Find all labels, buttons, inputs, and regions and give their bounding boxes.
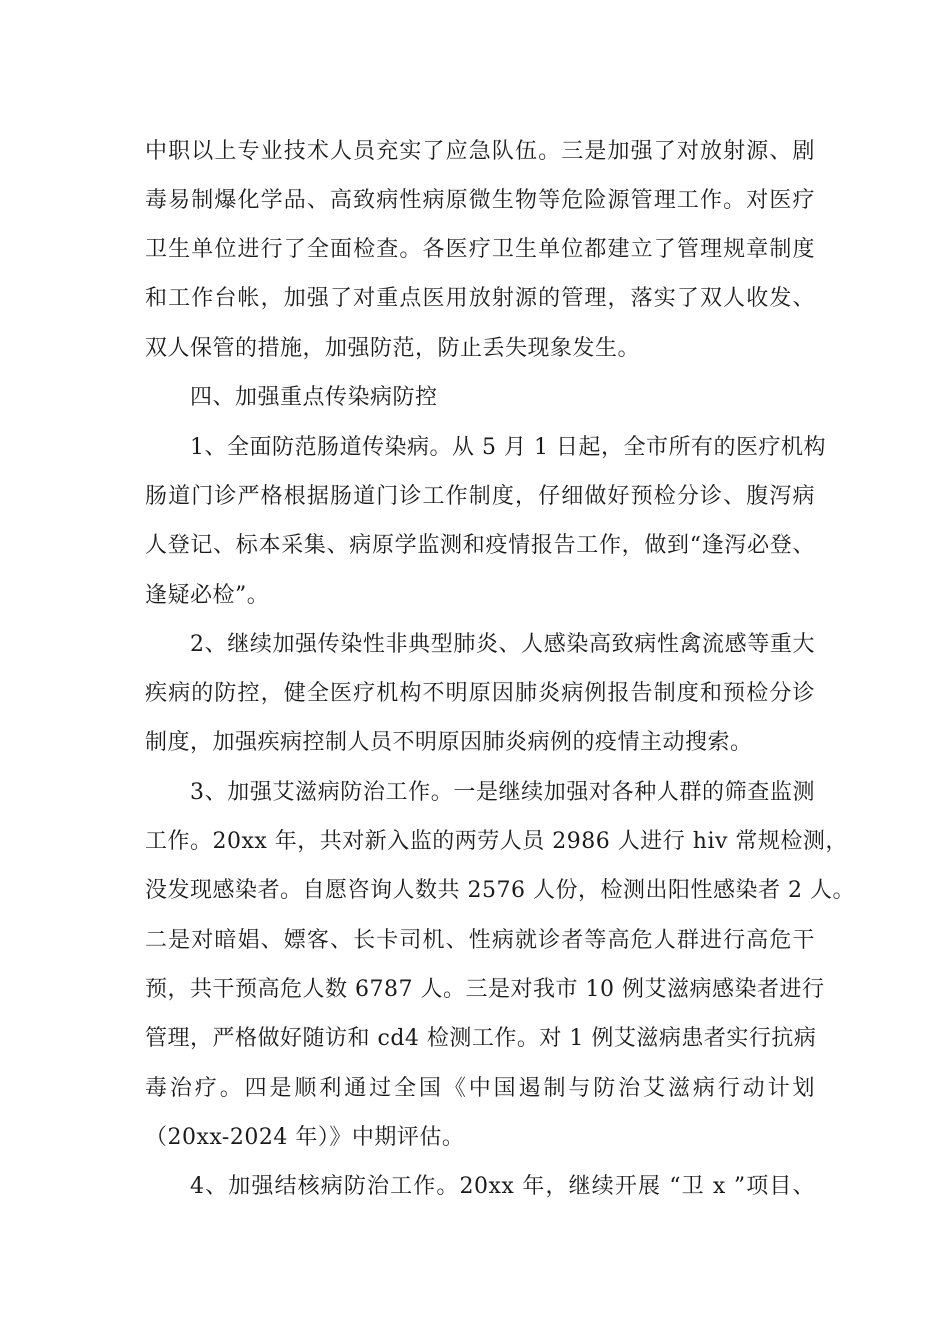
paragraph-line-5: 双人保管的措施，加强防范，防止丢失现象发生。	[145, 336, 641, 361]
section-heading: 四、加强重点传染病防控	[190, 385, 438, 410]
paragraph-line-2: 毒易制爆化学品、高致病性病原微生物等危险源管理工作。对医疗	[145, 188, 815, 213]
item-3-line-6: 管理，严格做好随访和 cd4 检测工作。对 1 例艾滋病患者实行抗病	[145, 1026, 817, 1051]
item-4-line-1: 4、加强结核病防治工作。20xx 年，继续开展 “卫 x ”项目、	[190, 1174, 815, 1199]
paragraph-line-3: 卫生单位进行了全面检查。各医疗卫生单位都建立了管理规章制度	[145, 237, 815, 262]
item-3-line-7: 毒治疗。四是顺利通过全国《中国遏制与防治艾滋病行动计划	[145, 1076, 815, 1101]
item-3-line-1: 3、加强艾滋病防治工作。一是继续加强对各种人群的筛查监测	[190, 780, 815, 805]
item-3-line-2: 工作。20xx 年，共对新入监的两劳人员 2986 人进行 hiv 常规检测，	[145, 829, 848, 854]
item-1-line-1: 1、全面防范肠道传染病。从 5 月 1 日起，全市所有的医疗机构	[190, 435, 826, 460]
paragraph-line-4: 和工作台帐，加强了对重点医用放射源的管理，落实了双人收发、	[145, 286, 815, 311]
item-3-line-5: 预，共干预高危人数 6787 人。三是对我市 10 例艾滋病感染者进行	[145, 977, 825, 1002]
item-3-line-8: （20xx-2024 年）》中期评估。	[145, 1125, 465, 1150]
item-1-line-2: 肠道门诊严格根据肠道门诊工作制度，仔细做好预检分诊、腹泻病	[145, 484, 815, 509]
item-2-line-3: 制度，加强疾病控制人员不明原因肺炎病例的疫情主动搜索。	[145, 730, 753, 755]
item-1-line-3: 人登记、标本采集、病原学监测和疫情报告工作，做到“逢泻必登、	[145, 533, 815, 558]
item-3-line-3: 没发现感染者。自愿咨询人数共 2576 人份，检测出阳性感染者 2 人。	[145, 878, 855, 903]
item-3-line-4: 二是对暗娼、嫖客、长卡司机、性病就诊者等高危人群进行高危干	[145, 928, 815, 953]
item-1-line-4: 逢疑必检”。	[145, 583, 270, 608]
item-2-line-1: 2、继续加强传染性非典型肺炎、人感染高致病性禽流感等重大	[190, 632, 815, 657]
item-2-line-2: 疾病的防控，健全医疗机构不明原因肺炎病例报告制度和预检分诊	[145, 681, 815, 706]
paragraph-line-1: 中职以上专业技术人员充实了应急队伍。三是加强了对放射源、剧	[145, 139, 815, 164]
